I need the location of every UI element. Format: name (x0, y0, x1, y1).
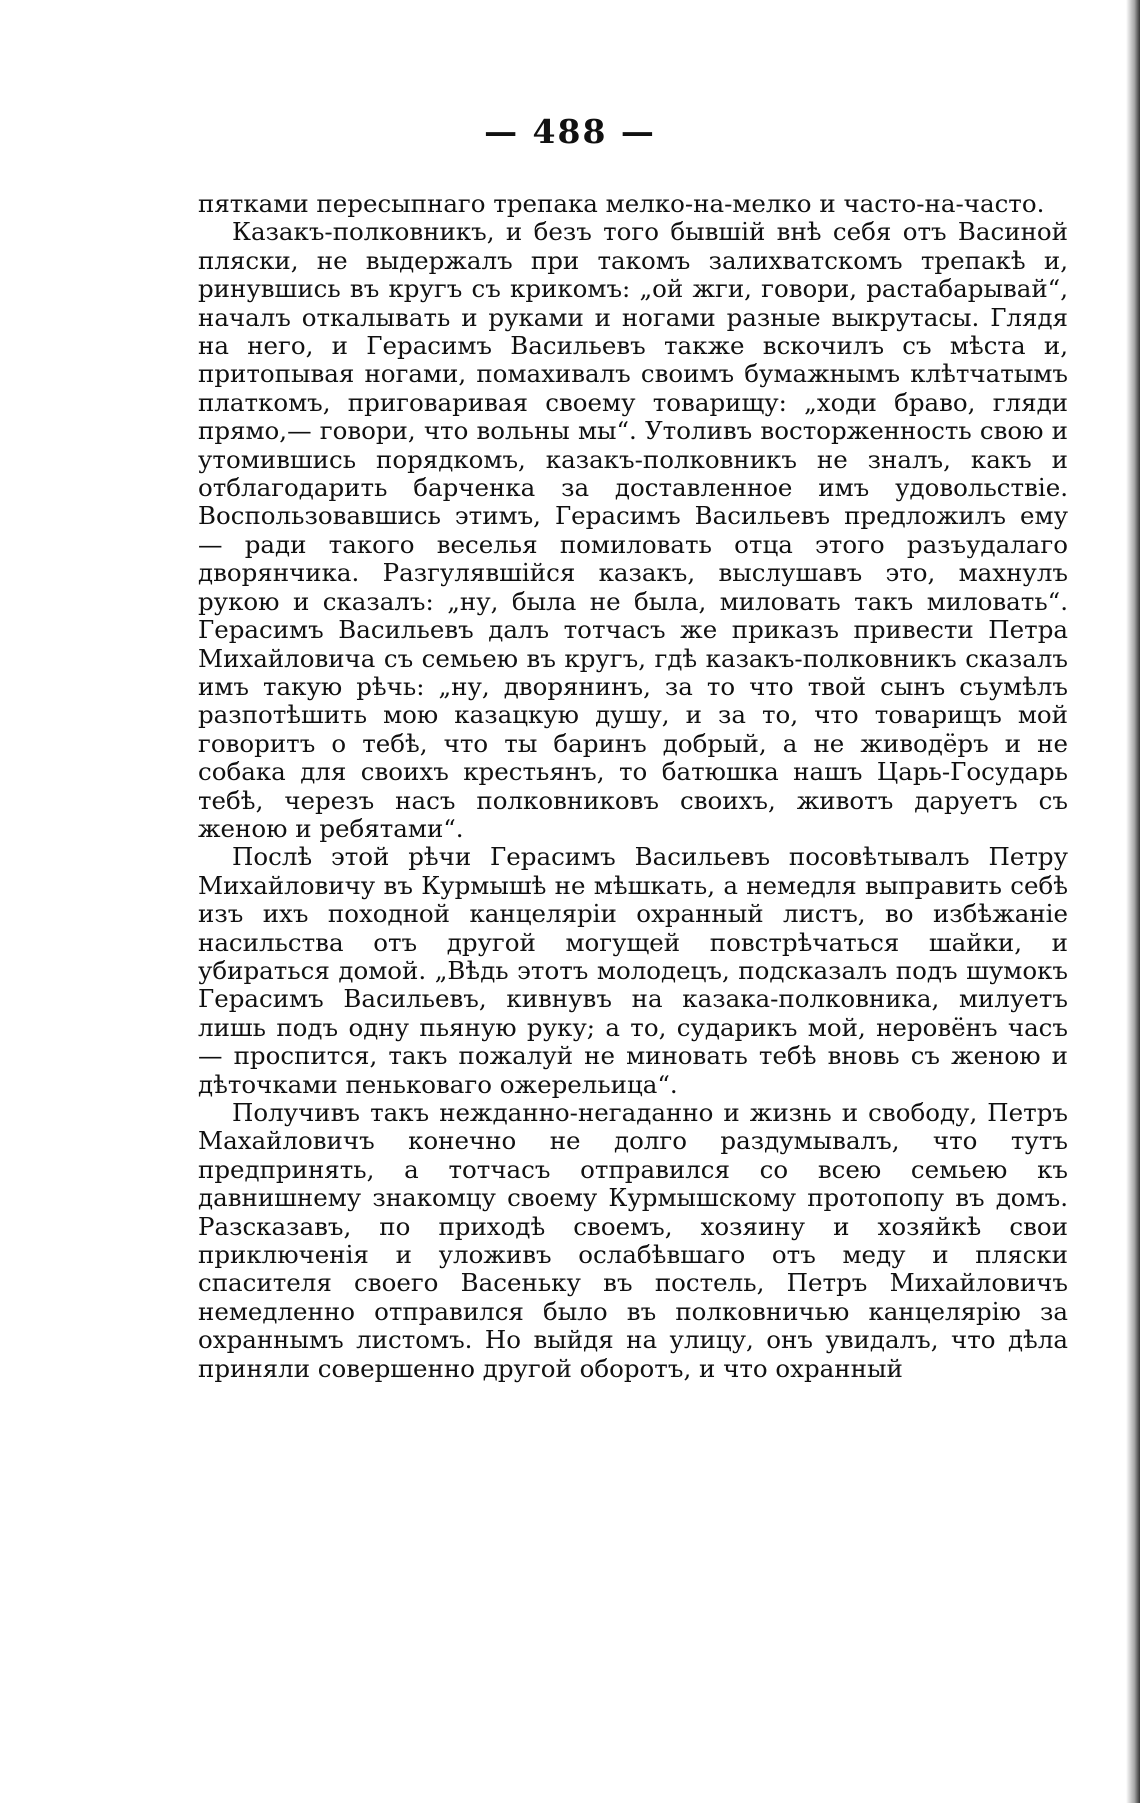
paragraph: Казакъ-полковникъ, и безъ того бывшій внѣ себя отъ Васиной пляски, не выдержалъ при такомъ залихватскомъ трепакѣ и, ринувшись въ кругъ съ крикомъ: „ой жги, говори, растабарывай“, началъ откалывать и руками и ногами разные выкрутасы. Глядя на него, и Герасимъ Васильевъ также вскочилъ съ мѣста и, притопывая ногами, помахивалъ своимъ бумажнымъ клѣтчатымъ платкомъ, приговаривая своему товарищу: „ходи браво, гляди прямо,— говори, что вольны мы“. Утоливъ восторженность свою и утомившись порядкомъ, казакъ-полковникъ не зналъ, какъ и отблагодарить барченка за доставленное имъ удовольствіе. Воспользовавшись этимъ, Герасимъ Васильевъ предложилъ ему — ради такого веселья помиловать отца этого разъудалаго дворянчика. Разгулявшійся казакъ, выслушавъ это, махнулъ рукою и сказалъ: „ну, была не была, миловать такъ миловать“. Герасимъ Васильевъ далъ тотчасъ же приказъ привести Петра Михайловича съ семьею въ кругъ, гдѣ казакъ-полковникъ сказалъ имъ такую рѣчь: „ну, дворянинъ, за то что твой сынъ съумѣлъ разпотѣшить мою казацкую душу, и за то, что товарищъ мой говоритъ о тебѣ, что ты баринъ добрый, а не живодёръ и не собака для своихъ крестьянъ, то батюшка нашъ Царь-Государь тебѣ, черезъ насъ полковниковъ своихъ, животъ даруетъ съ женою и ребятами“. (198, 217, 1068, 843)
paragraph-continued: пятками пересыпнаго трепака мелко-на-мелко и часто-на-часто. (198, 189, 1045, 218)
body-text (198, 190, 1068, 1383)
page-edge-shadow (1126, 0, 1140, 1803)
page-number: — 488 — (484, 112, 656, 151)
paragraph: Получивъ такъ нежданно-негаданно и жизнь и свободу, Петръ Махайловичъ конечно не долго раздумывалъ, что тутъ предпринять, а тотчасъ отправился со всею семьею къ давнишнему знакомцу своему Курмышскому протопопу въ домъ. Разсказавъ, по приходѣ своемъ, хозяину и хозяйкѣ свои приключенія и уложивъ ослабѣвшаго отъ меду и пляски спасителя своего Васеньку въ постель, Петръ Михайловичъ немедленно отправился было въ полковничью канцелярію за охраннымъ листомъ. Но выйдя на улицу, онъ увидалъ, что дѣла приняли совершенно другой оборотъ, и что охранный (198, 1098, 1068, 1383)
paragraph: Послѣ этой рѣчи Герасимъ Васильевъ посовѣтывалъ Петру Михайловичу въ Курмышѣ не мѣшкать, а немедля выправить себѣ изъ ихъ походной канцеляріи охранный листъ, во избѣжаніе насильства отъ другой могущей повстрѣчаться шайки, и убираться домой. „Вѣдь этотъ молодецъ, подсказалъ подъ шумокъ Герасимъ Васильевъ, кивнувъ на казака-полковника, милуетъ лишь подъ одну пьяную руку; а то, сударикъ мой, неровёнъ часъ — проспится, такъ пожалуй не миновать тебѣ вновь съ женою и дѣточками пеньковаго ожерельица“. (198, 842, 1068, 1099)
